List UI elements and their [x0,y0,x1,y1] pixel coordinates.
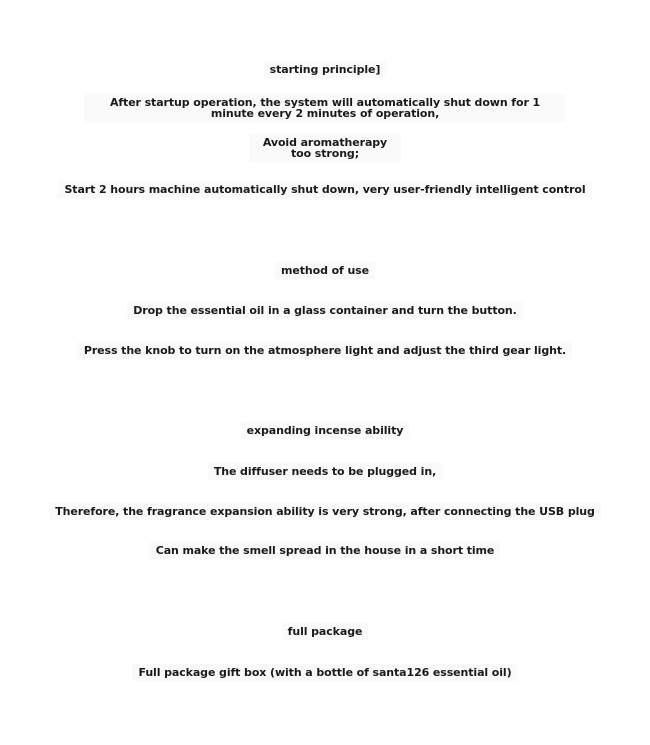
startup-operation-text: After startup operation, the system will automatically shut down for 1 minute every 2 minutes of operation, [0,94,650,122]
section-heading-expanding-incense: expanding incense ability [0,422,650,439]
section-heading-full-package: full package [0,623,650,640]
essential-oil-instruction-text: Drop the essential oil in a glass container and turn the button. [0,302,650,319]
section-heading-starting-principle: starting principle] [0,61,650,78]
plug-in-text: The diffuser needs to be plugged in, [0,463,650,480]
fragrance-expansion-text: Therefore, the fragrance expansion ability is very strong, after connecting the USB plug [0,503,650,520]
aromatherapy-strength-text: Avoid aromatherapy too strong; [0,134,650,162]
smell-spread-text: Can make the smell spread in the house in a short time [0,542,650,559]
auto-shutdown-text: Start 2 hours machine automatically shut down, very user-friendly intelligent control [0,181,650,198]
section-heading-method-of-use: method of use [0,262,650,279]
atmosphere-light-instruction-text: Press the knob to turn on the atmosphere light and adjust the third gear light. [0,342,650,359]
gift-box-text: Full package gift box (with a bottle of santa126 essential oil) [0,664,650,681]
